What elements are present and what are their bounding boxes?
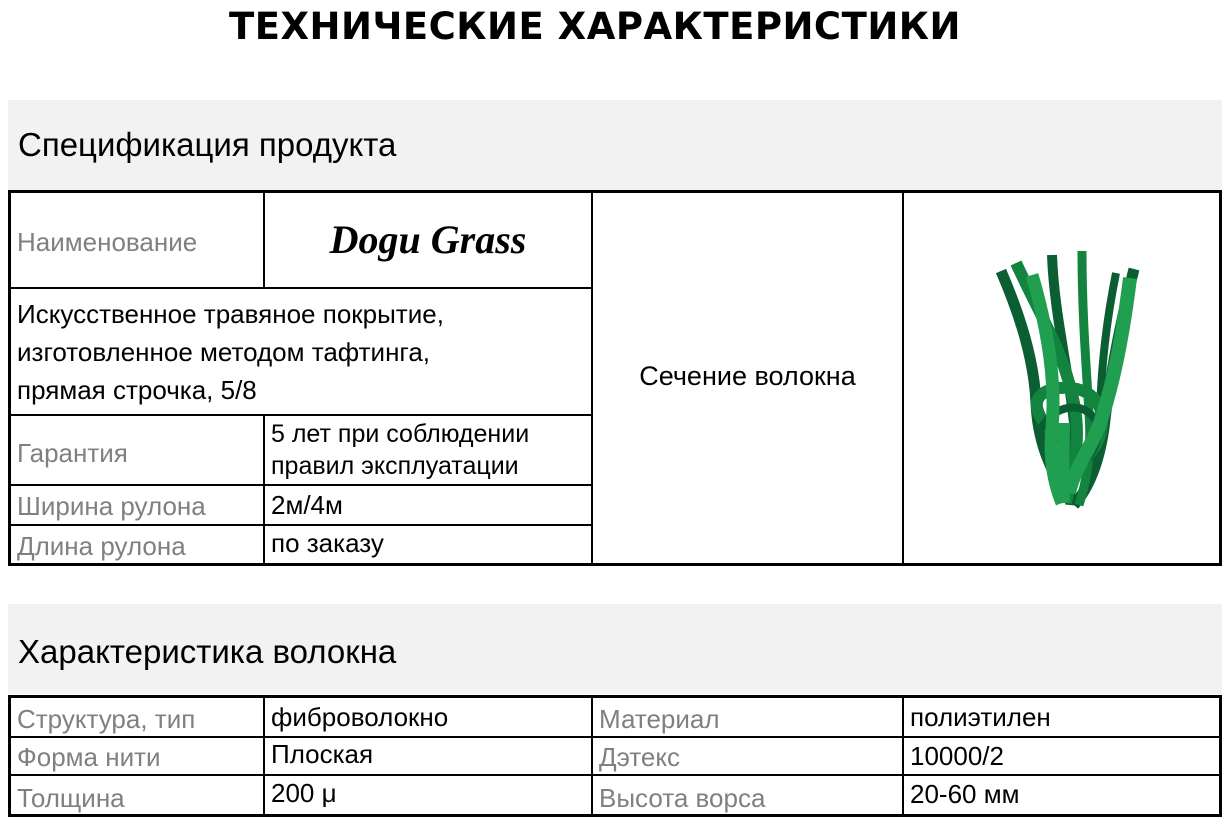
spec-section-band bbox=[8, 100, 1222, 190]
product-name: Dogu Grass bbox=[329, 217, 527, 262]
fiber-label: Структура, тип bbox=[17, 704, 196, 734]
fiber-heading: Характеристика волокна bbox=[18, 633, 397, 670]
name-label: Наименование bbox=[17, 227, 198, 257]
warranty-label: Гарантия bbox=[17, 438, 128, 468]
fiber-value: 10000/2 bbox=[910, 741, 1004, 771]
fiber-table-frame bbox=[8, 695, 1222, 817]
description-line: изготовленное методом тафтинга, bbox=[17, 337, 431, 367]
roll-width-label: Ширина рулона bbox=[17, 491, 206, 521]
fiber-value: полиэтилен bbox=[910, 702, 1051, 732]
fiber-value: Плоская bbox=[271, 739, 374, 769]
fiber-section-label: Сечение волокна bbox=[639, 361, 856, 391]
warranty-line: 5 лет при соблюдении bbox=[271, 420, 530, 448]
spec-heading: Спецификация продукта bbox=[18, 126, 397, 163]
description-line: прямая строчка, 5/8 bbox=[17, 375, 257, 405]
page-title: ТЕХНИЧЕСКИЕ ХАРАКТЕРИСТИКИ bbox=[229, 5, 961, 48]
roll-width-value: 2м/4м bbox=[271, 490, 343, 520]
fiber-label: Материал bbox=[599, 704, 720, 734]
fiber-value: 20-60 мм bbox=[910, 779, 1020, 809]
fiber-section-band bbox=[8, 604, 1222, 694]
warranty-line: правил эксплуатации bbox=[271, 452, 519, 480]
roll-length-label: Длина рулона bbox=[17, 531, 186, 561]
fiber-value: фиброволокно bbox=[271, 702, 449, 732]
fiber-value: 200 μ bbox=[271, 778, 337, 808]
fiber-label: Толщина bbox=[17, 783, 125, 813]
description-line: Искусственное травяное покрытие, bbox=[17, 299, 444, 329]
spec-table-frame bbox=[8, 190, 1222, 566]
fiber-label: Высота ворса bbox=[599, 783, 766, 813]
roll-length-value: по заказу bbox=[271, 528, 384, 558]
fiber-label: Форма нити bbox=[17, 742, 161, 772]
fiber-label: Дэтекс bbox=[599, 742, 681, 772]
